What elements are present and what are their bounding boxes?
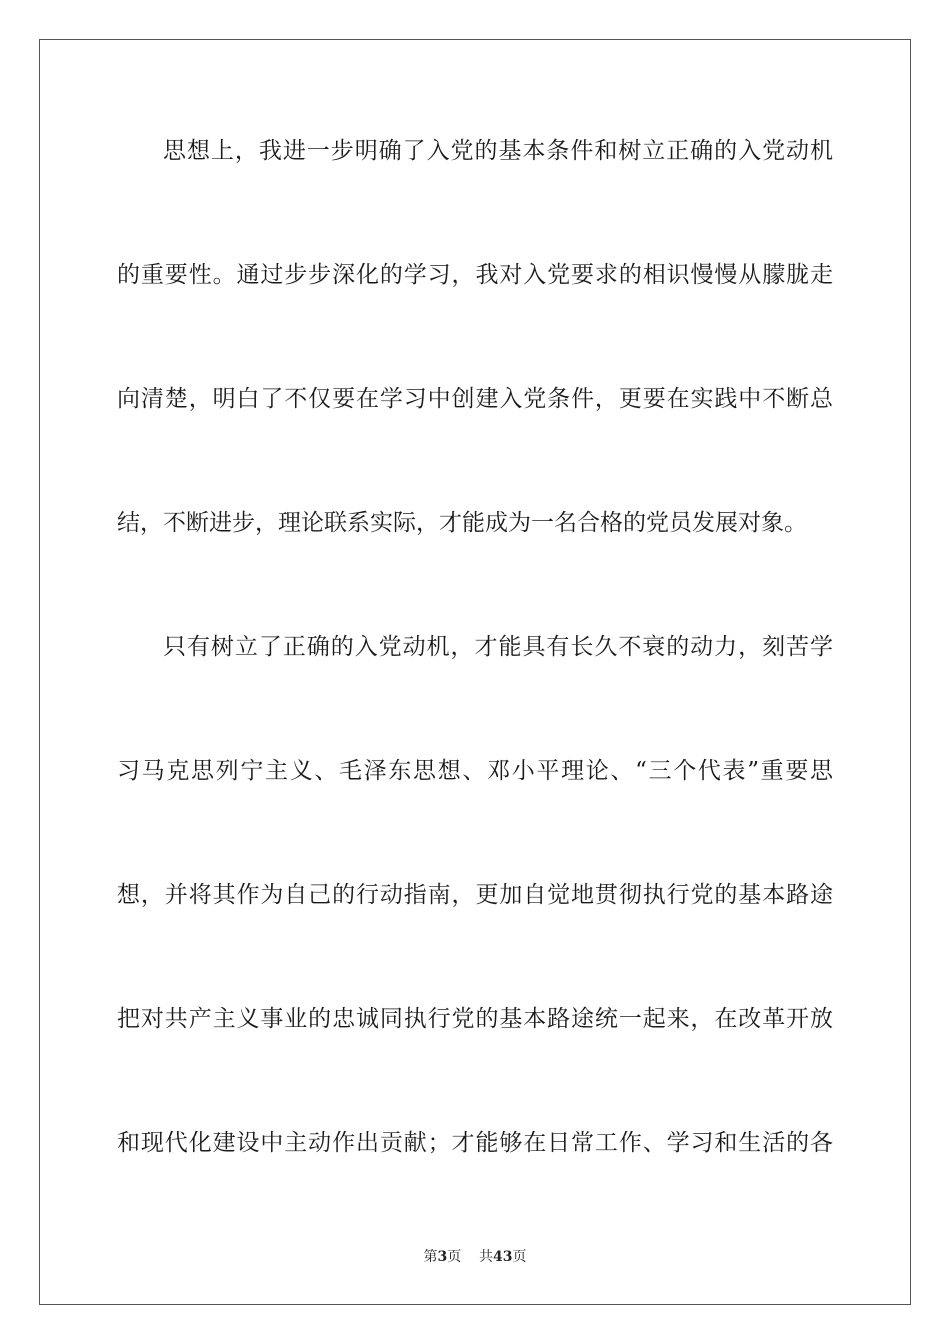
footer-page-number: 3 bbox=[437, 1249, 448, 1265]
footer-page-prefix: 第 bbox=[423, 1249, 438, 1265]
page-border bbox=[39, 39, 911, 1305]
paragraph-1-line-1: 思想上，我进一步明确了入党的基本条件和树立正确的入党动机 bbox=[163, 138, 833, 164]
paragraph-2-line-4: 把对共产主义事业的忠诚同执行党的基本路途统一起来，在改革开放 bbox=[117, 1006, 833, 1032]
paragraph-1-line-3: 向清楚，明白了不仅要在学习中创建入党条件，更要在实践中不断总 bbox=[117, 386, 833, 412]
paragraph-1-line-4: 结，不断进步，理论联系实际，才能成为一名合格的党员发展对象。 bbox=[117, 510, 807, 536]
footer-total-pages: 43 bbox=[493, 1249, 513, 1265]
paragraph-1-line-2: 的重要性。通过步步深化的学习，我对入党要求的相识慢慢从朦胧走 bbox=[117, 262, 833, 288]
footer-page-suffix: 页 bbox=[447, 1249, 462, 1265]
paragraph-2-line-5: 和现代化建设中主动作出贡献；才能够在日常工作、学习和生活的各 bbox=[117, 1130, 833, 1156]
page-footer bbox=[0, 1248, 950, 1266]
paragraph-2-line-2: 习马克思列宁主义、毛泽东思想、邓小平理论、“三个代表”重要思 bbox=[117, 758, 833, 784]
paragraph-2-line-1: 只有树立了正确的入党动机，才能具有长久不衰的动力，刻苦学 bbox=[163, 634, 833, 660]
footer-total-suffix: 页 bbox=[512, 1249, 527, 1265]
footer-total-prefix: 共 bbox=[479, 1249, 494, 1265]
paragraph-2-line-3: 想，并将其作为自己的行动指南，更加自觉地贯彻执行党的基本路途 bbox=[117, 882, 833, 908]
